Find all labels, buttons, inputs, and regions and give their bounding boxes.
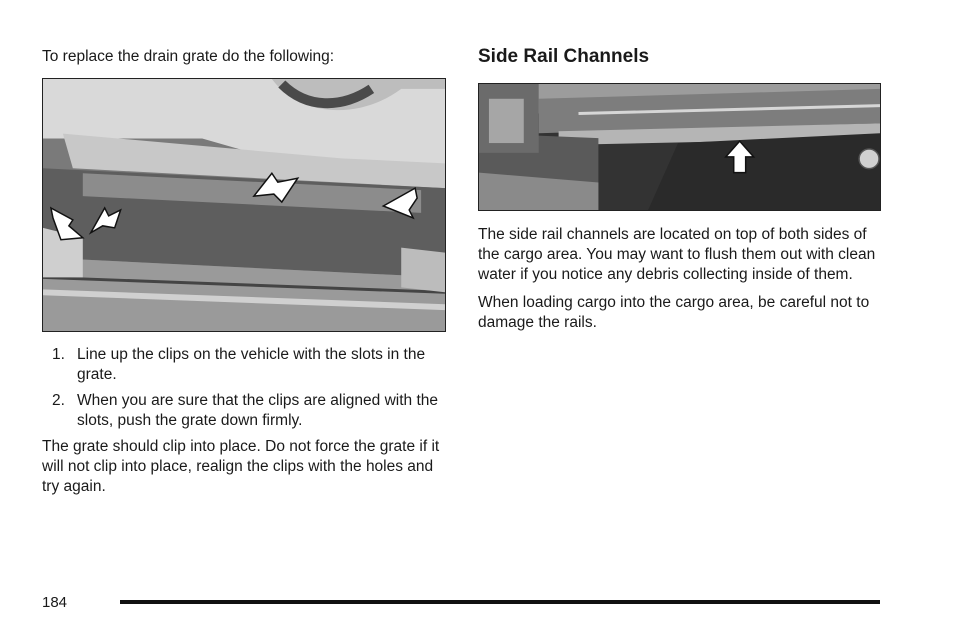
intro-text: To replace the drain grate do the following:	[42, 48, 335, 65]
step-number: 2.	[52, 392, 65, 409]
drain-grate-photo	[42, 78, 446, 332]
steps-list	[42, 345, 446, 431]
page-number: 184	[42, 594, 68, 611]
right-column	[478, 45, 882, 69]
step-text: When you are sure that the clips are aligned with the slots, push the grate down firmly.	[77, 392, 439, 429]
grate-note: The grate should clip into place. Do not force the grate if it will not clip into place, realign the clips with the holes and try again.	[42, 438, 440, 495]
section-heading: Side Rail Channels	[478, 46, 650, 67]
footer-rule	[120, 600, 880, 604]
paragraph: The side rail channels are located on top of both sides of the cargo area. You may want to flush them out with clean water if you notice any debris collecting inside of them.	[478, 226, 876, 283]
step-number: 1.	[52, 346, 65, 363]
list-item	[42, 391, 446, 431]
steps-block	[42, 345, 446, 505]
side-rail-photo	[478, 83, 881, 211]
step-text: Line up the clips on the vehicle with the slots in the grate.	[77, 346, 426, 383]
paragraph: When loading cargo into the cargo area, be careful not to damage the rails.	[478, 294, 870, 331]
list-item	[42, 345, 446, 385]
side-rail-text	[478, 225, 882, 341]
left-column	[42, 45, 446, 67]
